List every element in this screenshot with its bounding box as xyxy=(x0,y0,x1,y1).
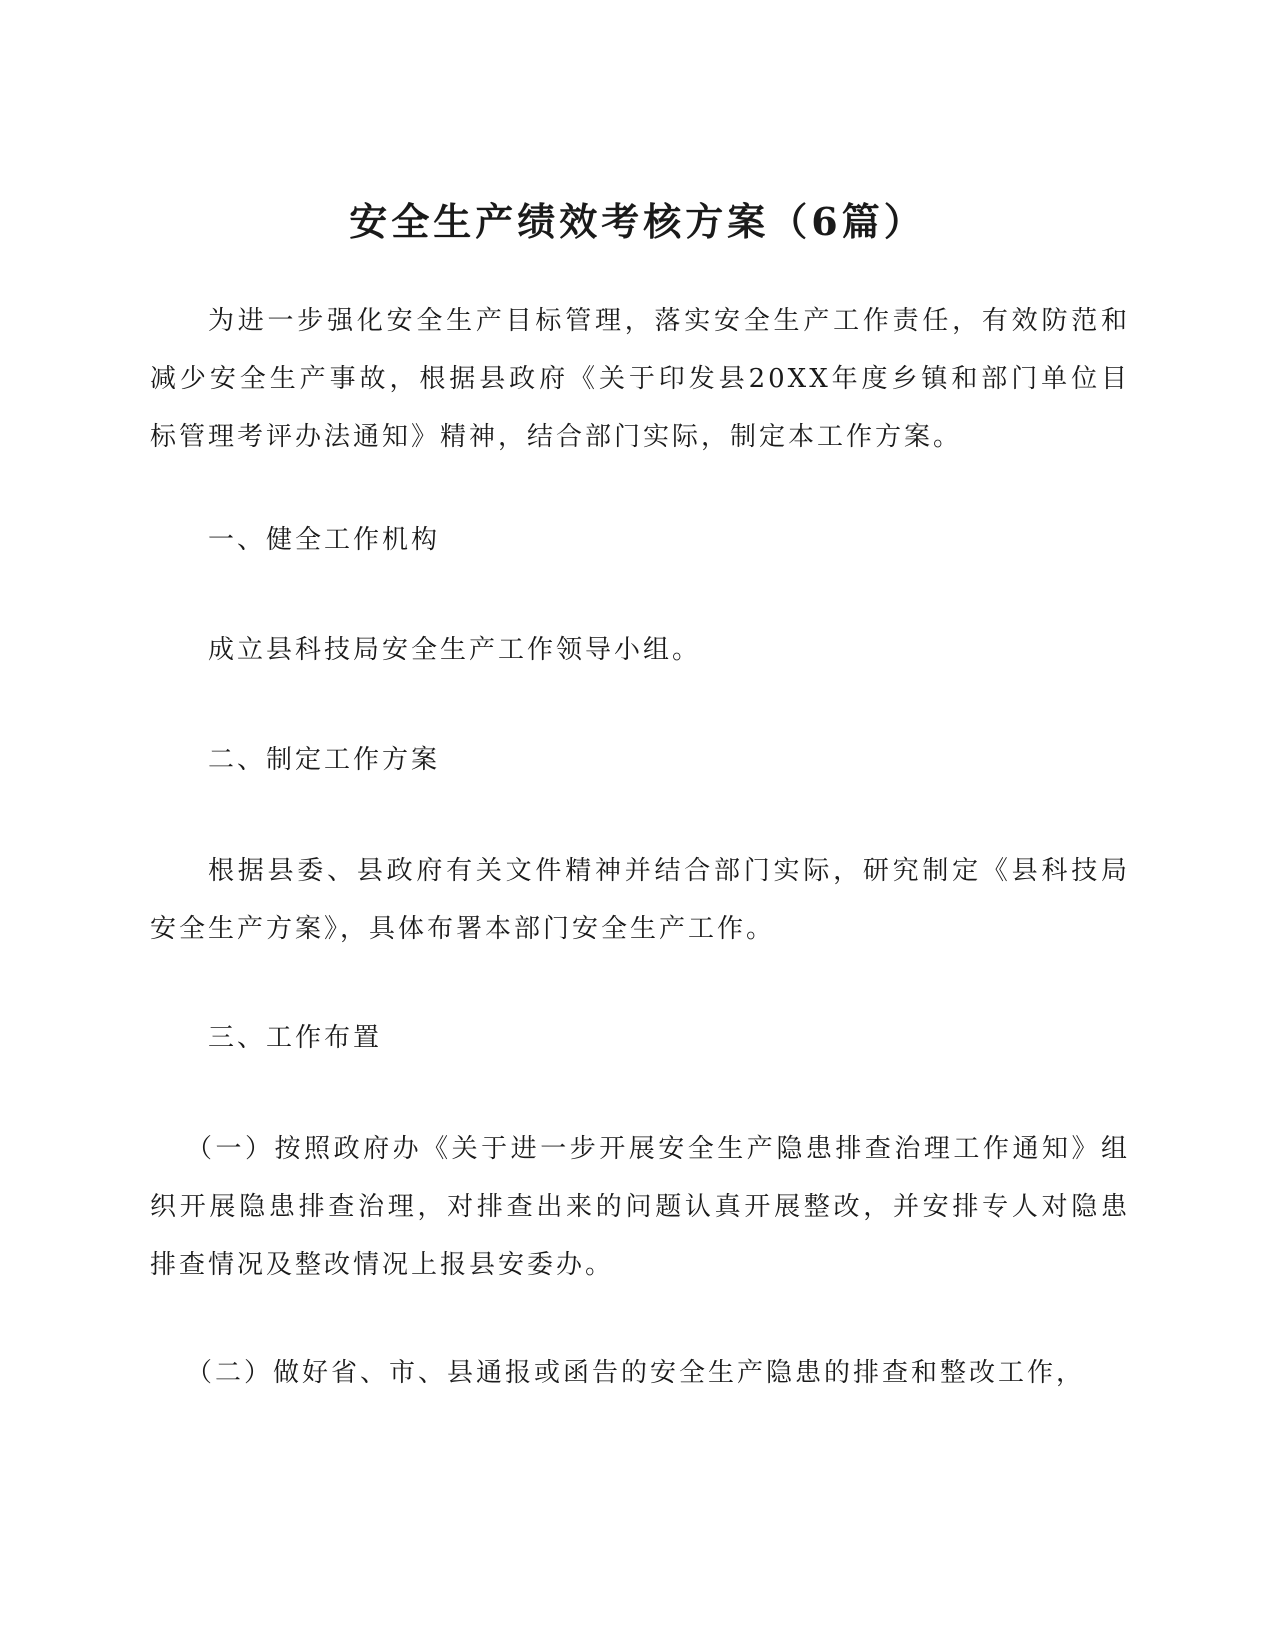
document-title: 安全生产绩效考核方案（6篇） xyxy=(349,199,926,245)
intro-paragraph: 为进一步强化安全生产目标管理，落实安全生产工作责任，有效防范和减少安全生产事故，根据县政府《关于印发县20XX年度乡镇和部门单位目标管理考评办法通知》精神，结合部门实际，制定本工作方案。 xyxy=(150,306,1130,452)
section-heading-1: 一、健全工作机构 xyxy=(208,525,441,555)
section-heading-2: 二、制定工作方案 xyxy=(208,745,441,775)
section-body-1: 成立县科技局安全生产工作领导小组。 xyxy=(208,635,702,665)
list-item-2: （二）做好省、市、县通报或函告的安全生产隐患的排查和整改工作， xyxy=(186,1358,1086,1388)
list-item-1: （一）按照政府办《关于进一步开展安全生产隐患排查治理工作通知》组织开展隐患排查治理，对排查出来的问题认真开展整改，并安排专人对隐患排查情况及整改情况上报县安委办。 xyxy=(150,1134,1130,1280)
section-body-2: 根据县委、县政府有关文件精神并结合部门实际，研究制定《县科技局安全生产方案》，具体布署本部门安全生产工作。 xyxy=(150,856,1130,944)
section-heading-3: 三、工作布置 xyxy=(208,1023,383,1053)
